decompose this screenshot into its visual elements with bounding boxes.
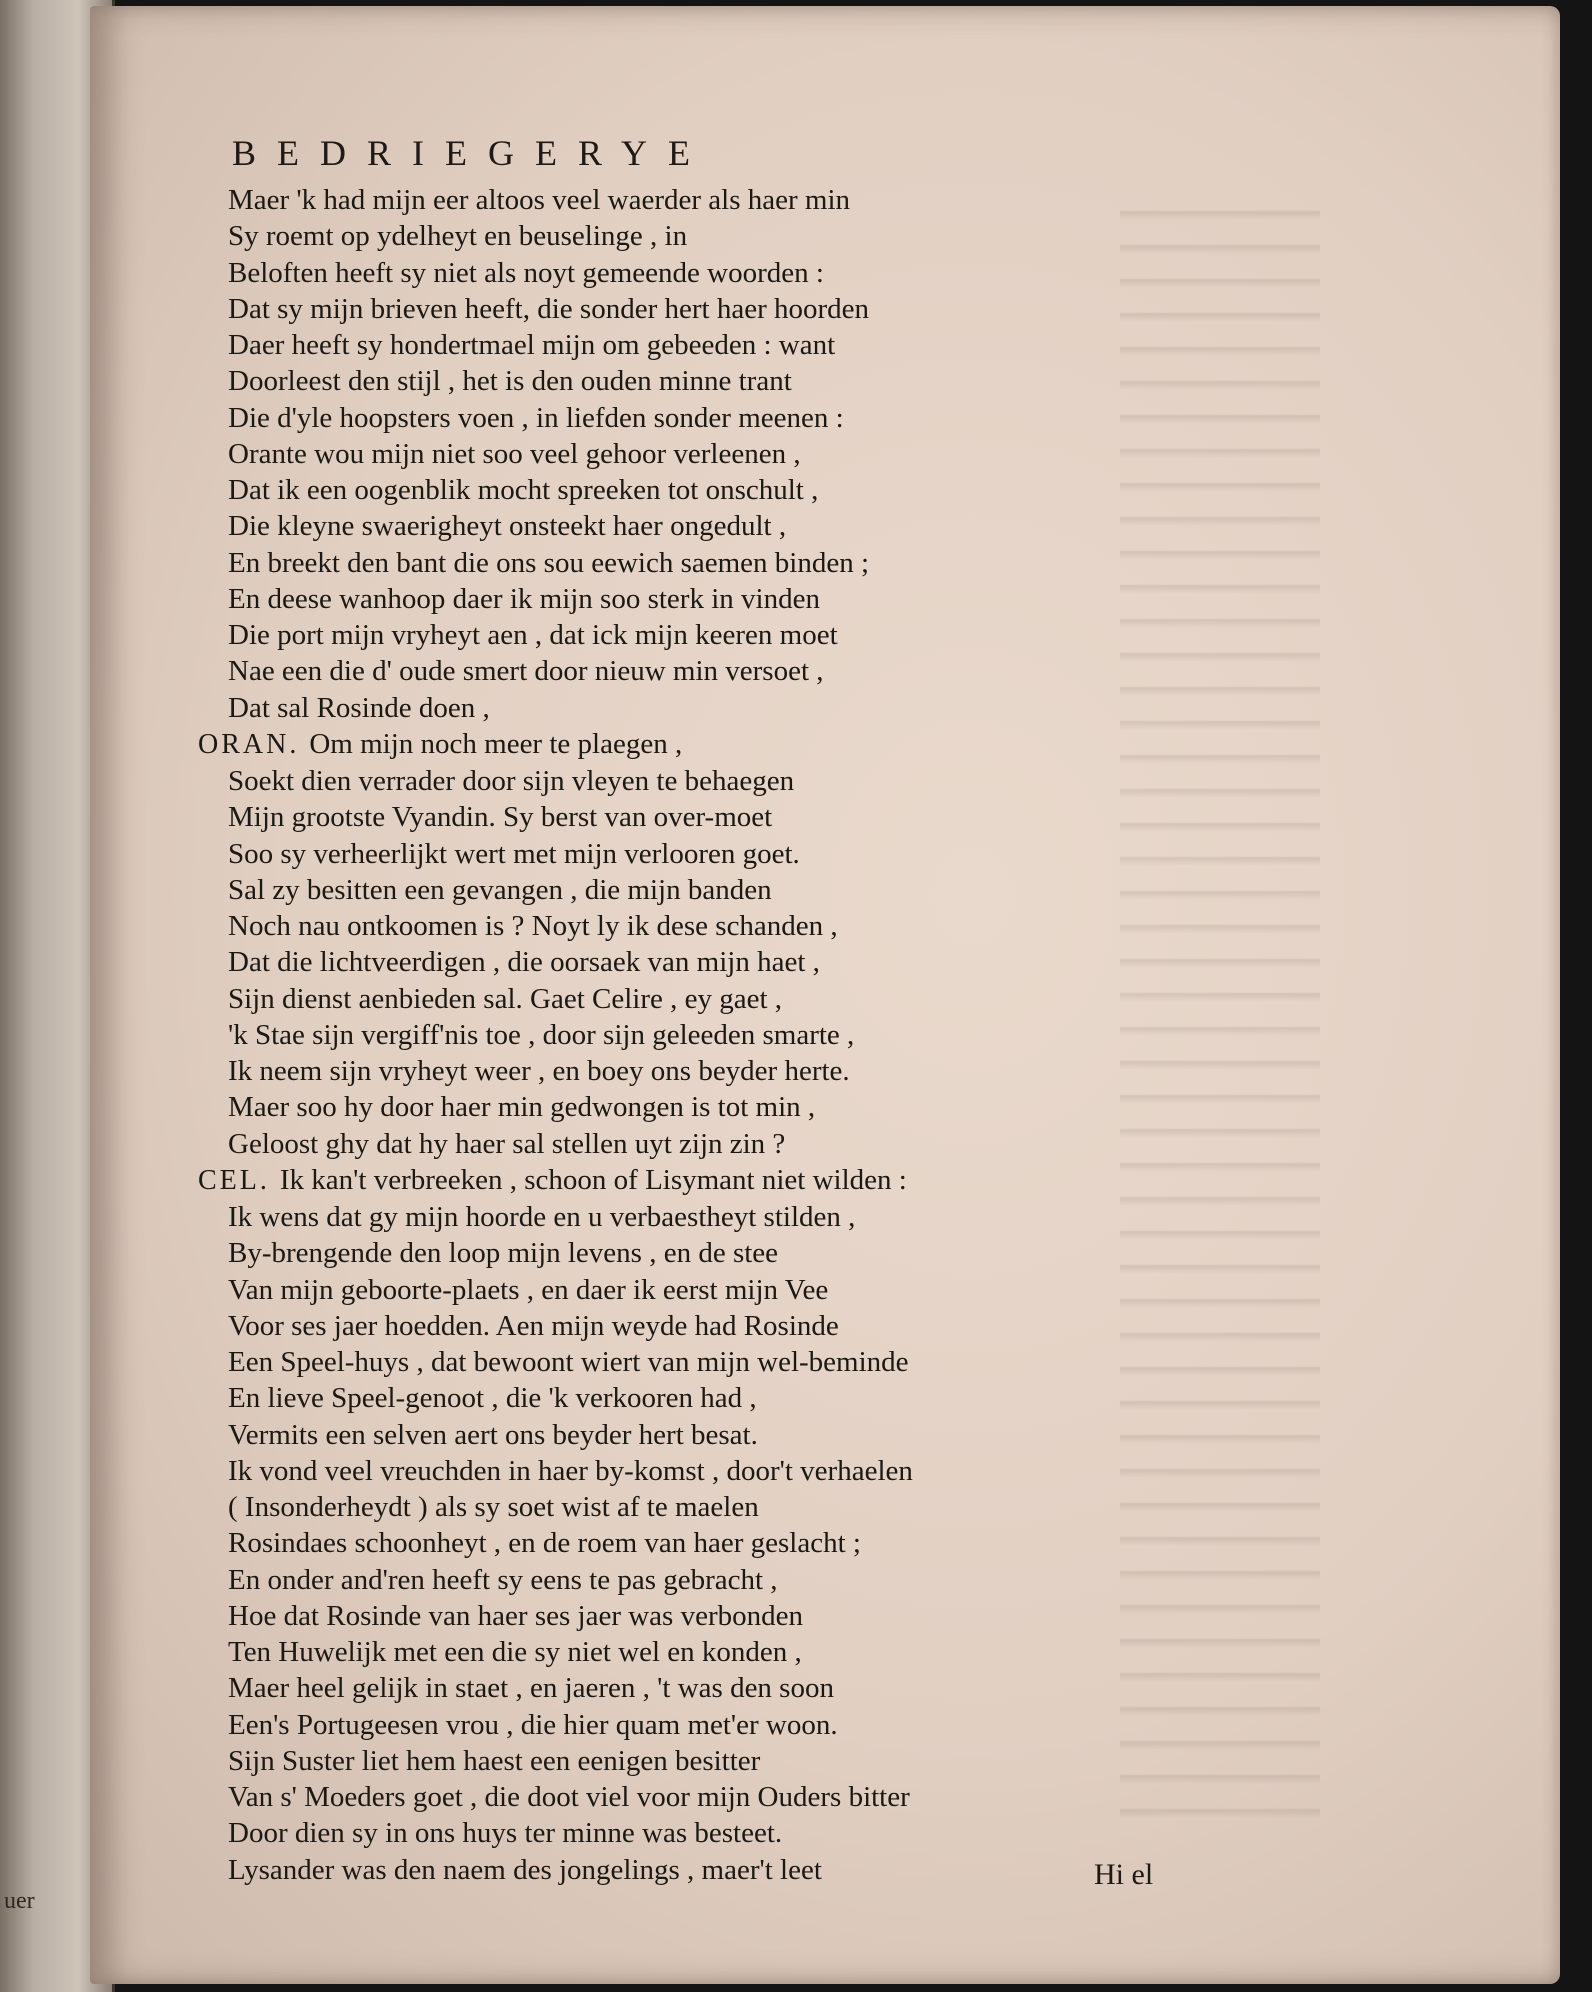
verse-line-text: Ten Huwelijk met een die sy niet wel en konden , bbox=[228, 1636, 802, 1668]
verse-line bbox=[228, 1562, 1088, 1598]
verse-line-text: Sijn dienst aenbieden sal. Gaet Celire , ey gaet , bbox=[228, 982, 783, 1015]
verse-line bbox=[228, 218, 1088, 254]
verse-line bbox=[198, 1162, 1088, 1199]
verse-line bbox=[228, 1489, 1088, 1525]
verse-line bbox=[228, 617, 1088, 653]
verse-line-text: Ik vond veel vreuchden in haer by-komst , door't verhaelen bbox=[228, 1454, 913, 1487]
verse-line-text: Soekt dien verrader door sijn vleyen te behaegen bbox=[228, 765, 795, 797]
verse-line-text: Om mijn noch meer te plaegen , bbox=[309, 727, 683, 760]
verse-line-text: Voor ses jaer hoedden. Aen mijn weyde had Rosinde bbox=[228, 1309, 839, 1342]
verse-line-text: Dat sy mijn brieven heeft, die sonder hert haer hoorden bbox=[228, 292, 870, 325]
verse-line bbox=[228, 944, 1088, 980]
verse-line-text: En onder and'ren heeft sy eens te pas gebracht , bbox=[228, 1563, 778, 1596]
verse-line bbox=[228, 508, 1088, 544]
verse-line bbox=[228, 581, 1088, 617]
verse-line bbox=[228, 1779, 1088, 1815]
verse-line-text: Rosindaes schoonheyt , en de roem van haer geslacht ; bbox=[228, 1527, 861, 1560]
verse-line-text: Die port mijn vryheyt aen , dat ick mijn keeren moet bbox=[228, 619, 838, 651]
verse-line-text: Doorleest den stijl , het is den ouden minne trant bbox=[228, 365, 792, 398]
speaker-label: CEL. bbox=[198, 1164, 270, 1196]
verse-line-text: Daer heeft sy hondertmael mijn om gebeeden : want bbox=[228, 329, 836, 361]
verse-line bbox=[228, 182, 1088, 218]
verse-line-text: Maer 'k had mijn eer altoos veel waerder als haer min bbox=[228, 184, 851, 216]
verse-line bbox=[228, 1852, 1088, 1888]
verse-line bbox=[228, 1634, 1088, 1670]
verse-line-text: Mijn grootste Vyandin. Sy berst van over-moet bbox=[228, 801, 773, 834]
verse-line bbox=[228, 1707, 1088, 1743]
verse-line-text: En deese wanhoop daer ik mijn soo sterk in vinden bbox=[228, 582, 820, 615]
verse-line bbox=[228, 1089, 1088, 1125]
verse-line-text: Ik kan't verbreeken , schoon of Lisymant niet wilden : bbox=[279, 1163, 907, 1196]
verse-line-text: Dat die lichtveerdigen , die oorsaek van mijn haet , bbox=[228, 946, 820, 979]
verse-line-text: Van mijn geboorte-plaets , en daer ik eerst mijn Vee bbox=[228, 1273, 829, 1306]
verse-line bbox=[228, 690, 1088, 726]
verse-line-text: Maer heel gelijk in staet , en jaeren , 't was den soon bbox=[228, 1672, 834, 1705]
verse-line-text: ( Insonderheydt ) als sy soet wist af te maelen bbox=[228, 1491, 759, 1523]
verse-line bbox=[228, 1017, 1088, 1053]
verse-line-text: Van s' Moeders goet , die doot viel voor mijn Ouders bitter bbox=[228, 1781, 910, 1813]
verse-line-text: Ik wens dat gy mijn hoorde en u verbaestheyt stilden , bbox=[228, 1201, 856, 1233]
verse-line-text: Die kleyne swaerigheyt onsteekt haer ongedult , bbox=[228, 510, 787, 543]
verse-line-text: Sal zy besitten een gevangen , die mijn banden bbox=[228, 873, 772, 906]
verse-line-text: Nae een die d' oude smert door nieuw min versoet , bbox=[228, 655, 824, 688]
verse-line-text: Sy roemt op ydelheyt en beuselinge , in bbox=[228, 220, 688, 253]
verse-line-text: Die d'yle hoopsters voen , in liefden sonder meenen : bbox=[228, 401, 844, 434]
verse-text bbox=[198, 182, 1088, 1888]
verse-line bbox=[228, 872, 1088, 908]
verse-line-text: Maer soo hy door haer min gedwongen is tot min , bbox=[228, 1091, 816, 1124]
verse-line bbox=[228, 1598, 1088, 1634]
verse-line-text: Sijn Suster liet hem haest een eenigen besitter bbox=[228, 1744, 761, 1777]
verse-line bbox=[228, 799, 1088, 835]
verse-line-text: Dat ik een oogenblik mocht spreeken tot onschult , bbox=[228, 474, 819, 506]
verse-line-text: Orante wou mijn niet soo veel gehoor verleenen , bbox=[228, 437, 801, 470]
verse-line bbox=[228, 436, 1088, 472]
verse-line-text: By-brengende den loop mijn levens , en de stee bbox=[228, 1237, 779, 1270]
verse-line-text: Een Speel-huys , dat bewoont wiert van mijn wel-beminde bbox=[228, 1346, 909, 1378]
verse-line bbox=[228, 291, 1088, 327]
verse-line-text: Ik neem sijn vryheyt weer , en boey ons beyder herte. bbox=[228, 1055, 850, 1087]
catchword: Hi el bbox=[1094, 1858, 1154, 1891]
speaker-label: ORAN. bbox=[198, 728, 300, 760]
verse-line-text: 'k Stae sijn vergiff'nis toe , door sijn geleeden smarte , bbox=[228, 1018, 855, 1051]
verse-line bbox=[228, 545, 1088, 581]
verse-line bbox=[228, 981, 1088, 1017]
verse-line bbox=[228, 472, 1088, 508]
verse-line bbox=[228, 363, 1088, 399]
verse-line-text: Beloften heeft sy niet als noyt gemeende woorden : bbox=[228, 256, 824, 289]
verse-line bbox=[228, 1380, 1088, 1416]
verse-line bbox=[228, 1272, 1088, 1308]
verse-line-text: Hoe dat Rosinde van haer ses jaer was verbonden bbox=[228, 1599, 803, 1632]
verse-line bbox=[228, 763, 1088, 799]
verse-line-text: Door dien sy in ons huys ter minne was besteet. bbox=[228, 1817, 783, 1850]
show-through-text bbox=[1120, 186, 1320, 1836]
verse-line bbox=[228, 1453, 1088, 1489]
running-title: BEDRIEGERYE bbox=[232, 133, 711, 173]
verse-line bbox=[228, 1743, 1088, 1779]
verse-line bbox=[228, 1126, 1088, 1162]
verse-line bbox=[228, 1344, 1088, 1380]
verse-line bbox=[228, 1235, 1088, 1271]
verse-line bbox=[228, 653, 1088, 689]
verse-line bbox=[228, 908, 1088, 944]
verse-line-text: En breekt den bant die ons sou eewich saemen binden ; bbox=[228, 546, 870, 579]
verse-line-text: En lieve Speel-genoot , die 'k verkooren had , bbox=[228, 1382, 757, 1415]
verse-line bbox=[228, 836, 1088, 872]
verse-line-text: Noch nau ontkoomen is ? Noyt ly ik dese schanden , bbox=[228, 910, 838, 942]
verse-line bbox=[228, 1308, 1088, 1344]
verse-line-text: Lysander was den naem des jongelings , maer't leet bbox=[228, 1853, 822, 1886]
verse-line bbox=[228, 327, 1088, 363]
verse-line bbox=[228, 1053, 1088, 1089]
verse-line bbox=[228, 1417, 1088, 1453]
verse-line bbox=[228, 1525, 1088, 1561]
verse-line-text: Een's Portugeesen vrou , die hier quam met'er woon. bbox=[228, 1708, 838, 1741]
verse-line-text: Geloost ghy dat hy haer sal stellen uyt zijn zin ? bbox=[228, 1127, 786, 1160]
verse-line bbox=[228, 1815, 1088, 1851]
verse-line bbox=[228, 1199, 1088, 1235]
verse-line-text: Vermits een selven aert ons beyder hert besat. bbox=[228, 1418, 758, 1451]
verse-line-text: Soo sy verheerlijkt wert met mijn verlooren goet. bbox=[228, 837, 800, 870]
left-page-fragment: uer bbox=[4, 1888, 35, 1914]
verse-line bbox=[198, 726, 1088, 763]
verse-line-text: Dat sal Rosinde doen , bbox=[228, 691, 490, 724]
verse-line bbox=[228, 1670, 1088, 1706]
verse-line bbox=[228, 255, 1088, 291]
verse-line bbox=[228, 400, 1088, 436]
